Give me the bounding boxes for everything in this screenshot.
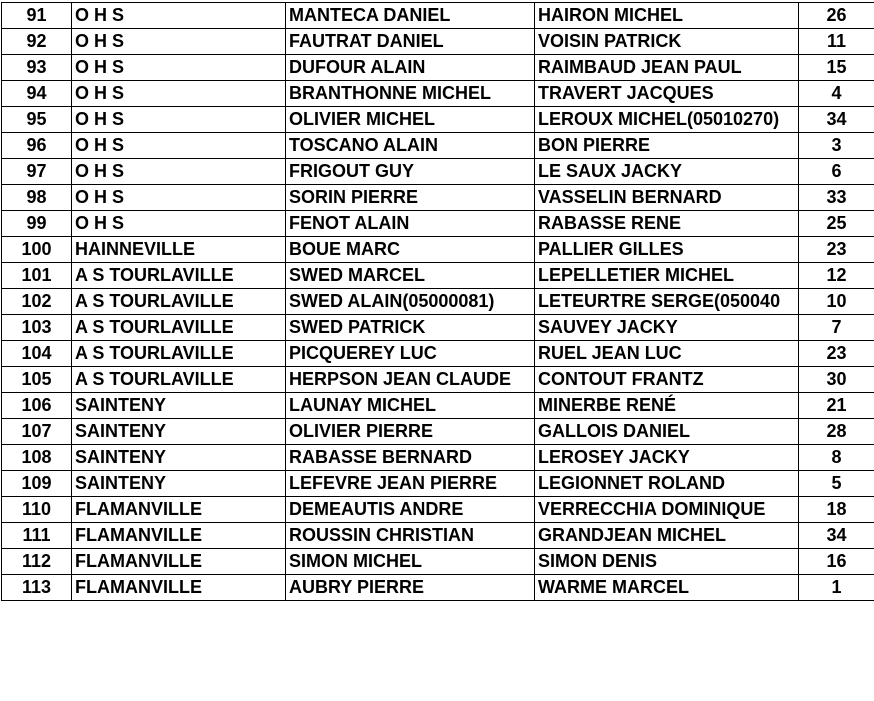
player-two-name: LE SAUX JACKY xyxy=(535,159,799,185)
player-two-name: TRAVERT JACQUES xyxy=(535,81,799,107)
score-value: 5 xyxy=(799,471,874,497)
club-name: O H S xyxy=(72,29,286,55)
club-name: FLAMANVILLE xyxy=(72,523,286,549)
player-two-name: BON PIERRE xyxy=(535,133,799,159)
player-one-name: SORIN PIERRE xyxy=(286,185,535,211)
player-two-name: CONTOUT FRANTZ xyxy=(535,367,799,393)
club-name: A S TOURLAVILLE xyxy=(72,367,286,393)
player-one-name: ROUSSIN CHRISTIAN xyxy=(286,523,535,549)
table-row xyxy=(2,575,874,601)
club-name: FLAMANVILLE xyxy=(72,497,286,523)
table-row xyxy=(2,185,874,211)
row-number: 108 xyxy=(2,445,72,471)
row-number: 92 xyxy=(2,29,72,55)
row-number: 102 xyxy=(2,289,72,315)
table-row xyxy=(2,549,874,575)
row-number: 94 xyxy=(2,81,72,107)
player-one-name: DUFOUR ALAIN xyxy=(286,55,535,81)
player-one-name: RABASSE BERNARD xyxy=(286,445,535,471)
score-value: 12 xyxy=(799,263,874,289)
score-value: 26 xyxy=(799,3,874,29)
score-value: 6 xyxy=(799,159,874,185)
player-one-name: OLIVIER MICHEL xyxy=(286,107,535,133)
row-number: 113 xyxy=(2,575,72,601)
club-name: A S TOURLAVILLE xyxy=(72,315,286,341)
player-two-name: WARME MARCEL xyxy=(535,575,799,601)
player-two-name: MINERBE RENÉ xyxy=(535,393,799,419)
row-number: 106 xyxy=(2,393,72,419)
row-number: 109 xyxy=(2,471,72,497)
club-name: O H S xyxy=(72,107,286,133)
club-name: A S TOURLAVILLE xyxy=(72,341,286,367)
score-value: 8 xyxy=(799,445,874,471)
player-two-name: LEROUX MICHEL(05010270) xyxy=(535,107,799,133)
club-name: A S TOURLAVILLE xyxy=(72,289,286,315)
score-value: 28 xyxy=(799,419,874,445)
score-value: 3 xyxy=(799,133,874,159)
player-one-name: SIMON MICHEL xyxy=(286,549,535,575)
player-two-name: VASSELIN BERNARD xyxy=(535,185,799,211)
table-row xyxy=(2,497,874,523)
table-row xyxy=(2,289,874,315)
club-name: O H S xyxy=(72,185,286,211)
player-one-name: AUBRY PIERRE xyxy=(286,575,535,601)
player-two-name: LEPELLETIER MICHEL xyxy=(535,263,799,289)
row-number: 93 xyxy=(2,55,72,81)
score-value: 25 xyxy=(799,211,874,237)
club-name: O H S xyxy=(72,81,286,107)
table-row xyxy=(2,29,874,55)
score-value: 23 xyxy=(799,237,874,263)
club-name: FLAMANVILLE xyxy=(72,549,286,575)
player-one-name: LAUNAY MICHEL xyxy=(286,393,535,419)
player-one-name: FRIGOUT GUY xyxy=(286,159,535,185)
club-name: SAINTENY xyxy=(72,445,286,471)
row-number: 91 xyxy=(2,3,72,29)
row-number: 95 xyxy=(2,107,72,133)
row-number: 103 xyxy=(2,315,72,341)
table-row xyxy=(2,107,874,133)
player-two-name: LEROSEY JACKY xyxy=(535,445,799,471)
table-row xyxy=(2,471,874,497)
player-two-name: RUEL JEAN LUC xyxy=(535,341,799,367)
results-table-body xyxy=(2,3,874,601)
club-name: A S TOURLAVILLE xyxy=(72,263,286,289)
score-value: 18 xyxy=(799,497,874,523)
row-number: 101 xyxy=(2,263,72,289)
score-value: 15 xyxy=(799,55,874,81)
score-value: 30 xyxy=(799,367,874,393)
player-one-name: PICQUEREY LUC xyxy=(286,341,535,367)
table-row xyxy=(2,237,874,263)
club-name: HAINNEVILLE xyxy=(72,237,286,263)
player-two-name: LEGIONNET ROLAND xyxy=(535,471,799,497)
table-row xyxy=(2,341,874,367)
score-value: 4 xyxy=(799,81,874,107)
club-name: O H S xyxy=(72,55,286,81)
player-two-name: SAUVEY JACKY xyxy=(535,315,799,341)
player-two-name: RAIMBAUD JEAN PAUL xyxy=(535,55,799,81)
row-number: 96 xyxy=(2,133,72,159)
player-two-name: HAIRON MICHEL xyxy=(535,3,799,29)
row-number: 104 xyxy=(2,341,72,367)
score-value: 34 xyxy=(799,523,874,549)
table-row xyxy=(2,523,874,549)
row-number: 110 xyxy=(2,497,72,523)
score-value: 10 xyxy=(799,289,874,315)
table-row xyxy=(2,393,874,419)
row-number: 111 xyxy=(2,523,72,549)
player-one-name: SWED ALAIN(05000081) xyxy=(286,289,535,315)
player-one-name: FENOT ALAIN xyxy=(286,211,535,237)
score-value: 11 xyxy=(799,29,874,55)
player-two-name: VERRECCHIA DOMINIQUE xyxy=(535,497,799,523)
row-number: 99 xyxy=(2,211,72,237)
club-name: O H S xyxy=(72,159,286,185)
table-row xyxy=(2,159,874,185)
score-value: 1 xyxy=(799,575,874,601)
club-name: SAINTENY xyxy=(72,471,286,497)
row-number: 98 xyxy=(2,185,72,211)
player-two-name: SIMON DENIS xyxy=(535,549,799,575)
player-one-name: OLIVIER PIERRE xyxy=(286,419,535,445)
player-one-name: SWED PATRICK xyxy=(286,315,535,341)
table-row xyxy=(2,133,874,159)
row-number: 107 xyxy=(2,419,72,445)
player-two-name: GALLOIS DANIEL xyxy=(535,419,799,445)
player-one-name: HERPSON JEAN CLAUDE xyxy=(286,367,535,393)
score-value: 34 xyxy=(799,107,874,133)
score-value: 16 xyxy=(799,549,874,575)
player-one-name: LEFEVRE JEAN PIERRE xyxy=(286,471,535,497)
table-row xyxy=(2,419,874,445)
table-row xyxy=(2,3,874,29)
club-name: FLAMANVILLE xyxy=(72,575,286,601)
player-one-name: DEMEAUTIS ANDRE xyxy=(286,497,535,523)
table-row xyxy=(2,81,874,107)
player-two-name: RABASSE RENE xyxy=(535,211,799,237)
row-number: 97 xyxy=(2,159,72,185)
player-one-name: SWED MARCEL xyxy=(286,263,535,289)
player-one-name: BRANTHONNE MICHEL xyxy=(286,81,535,107)
row-number: 100 xyxy=(2,237,72,263)
score-value: 7 xyxy=(799,315,874,341)
score-value: 21 xyxy=(799,393,874,419)
club-name: O H S xyxy=(72,133,286,159)
row-number: 105 xyxy=(2,367,72,393)
table-row xyxy=(2,445,874,471)
club-name: O H S xyxy=(72,3,286,29)
table-row xyxy=(2,263,874,289)
table-row xyxy=(2,55,874,81)
table-row xyxy=(2,367,874,393)
row-number: 112 xyxy=(2,549,72,575)
score-value: 23 xyxy=(799,341,874,367)
results-table xyxy=(1,2,874,601)
player-two-name: VOISIN PATRICK xyxy=(535,29,799,55)
player-two-name: PALLIER GILLES xyxy=(535,237,799,263)
player-one-name: MANTECA DANIEL xyxy=(286,3,535,29)
player-one-name: TOSCANO ALAIN xyxy=(286,133,535,159)
player-one-name: BOUE MARC xyxy=(286,237,535,263)
club-name: SAINTENY xyxy=(72,393,286,419)
score-value: 33 xyxy=(799,185,874,211)
player-one-name: FAUTRAT DANIEL xyxy=(286,29,535,55)
table-row xyxy=(2,315,874,341)
player-two-name: GRANDJEAN MICHEL xyxy=(535,523,799,549)
player-two-name: LETEURTRE SERGE(050040 xyxy=(535,289,799,315)
table-row xyxy=(2,211,874,237)
club-name: O H S xyxy=(72,211,286,237)
club-name: SAINTENY xyxy=(72,419,286,445)
